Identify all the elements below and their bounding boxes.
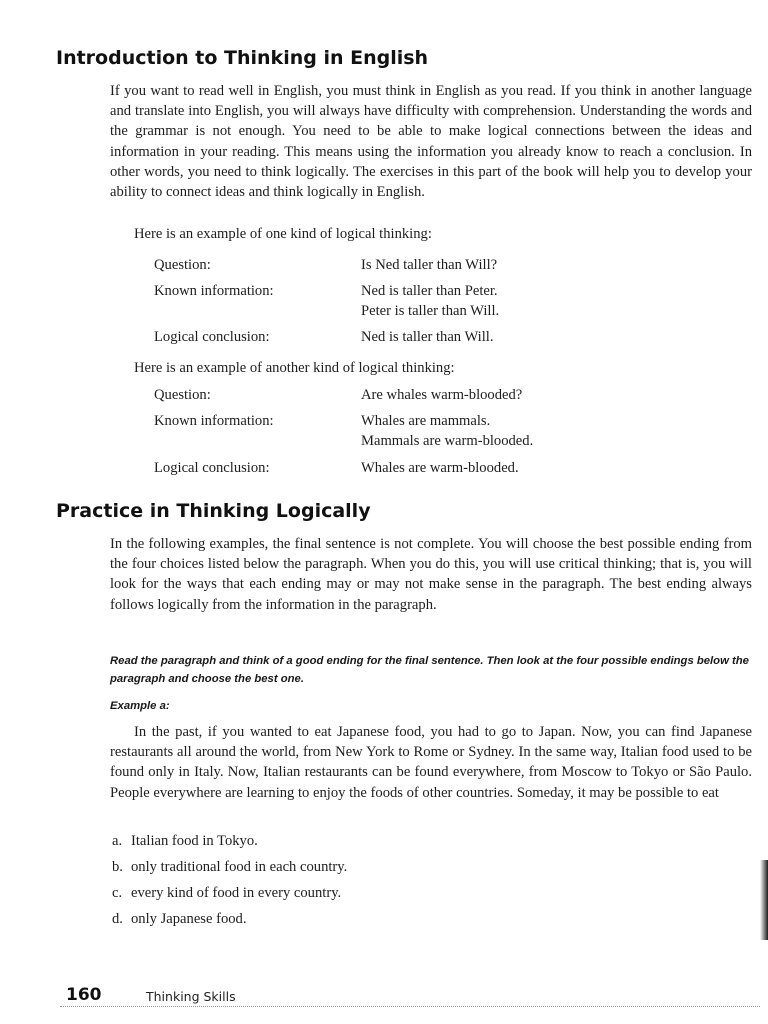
question-text: Are whales warm-blooded?	[361, 387, 523, 403]
choice-letter: c.	[112, 885, 123, 901]
known-information-1: Ned is taller than Peter.	[361, 283, 498, 299]
choice-letter: b.	[112, 859, 123, 875]
example-label: Example a:	[110, 700, 170, 712]
logical-conclusion-label: Logical conclusion:	[154, 329, 270, 345]
known-information-2: Mammals are warm-blooded.	[361, 433, 534, 449]
footer-book-section: Thinking Skills	[146, 989, 236, 1004]
question-text: Is Ned taller than Will?	[361, 257, 498, 273]
example1-intro: Here is an example of one kind of logical thinking:	[134, 226, 432, 242]
choice-a	[112, 831, 258, 851]
choice-text: Italian food in Tokyo.	[131, 833, 258, 849]
question-label: Question:	[154, 387, 211, 403]
example-paragraph: In the past, if you wanted to eat Japanese food, you had to go to Japan. Now, you can find Japanese restaurants all around the world, from New York to Rome or Sydney. In the same way, Italian food used to be found only in Italy. Now, Italian restaurants can be found everywhere, from Moscow to Tokyo or São Paulo. People everywhere are learning to enjoy the foods of other countries. Someday, it may be possible to eat	[110, 724, 752, 801]
logical-conclusion-label: Logical conclusion:	[154, 460, 270, 476]
footer-divider	[60, 1006, 760, 1007]
choice-letter: d.	[112, 911, 123, 927]
choice-letter: a.	[112, 833, 123, 849]
practice-paragraph: In the following examples, the final sentence is not complete. You will choose the best possible ending from the four choices listed below the paragraph. When you do this, you will use critical thinking; that is, you will look for the ways that each ending may or may not make sense in the paragraph. The best ending always follows logically from the information in the paragraph.	[110, 536, 752, 613]
intro-paragraph: If you want to read well in English, you must think in English as you read. If you think in another language and translate into English, you will always have difficulty with comprehension. Understanding the words and the grammar is not enough. You need to be able to make logical connections between the ideas and information in your reading. This means using the information you already know to reach a conclusion. In other words, you need to think logically. The exercises in this part of the book will help you to develop your ability to connect ideas and think logically in English.	[110, 83, 752, 201]
choice-text: only Japanese food.	[131, 911, 247, 927]
instruction-text: Read the paragraph and think of a good ending for the final sentence. Then look at the four possible endings below the paragraph and choose the best one.	[110, 655, 749, 685]
choice-d	[112, 909, 247, 929]
choice-c	[112, 883, 341, 903]
scan-edge-shadow	[760, 860, 768, 940]
section-heading-practice: Practice in Thinking Logically	[56, 500, 371, 522]
known-information-2: Peter is taller than Will.	[361, 303, 500, 319]
page-number: 160	[66, 985, 102, 1005]
example2-intro: Here is an example of another kind of logical thinking:	[134, 360, 455, 376]
known-information-label: Known information:	[154, 283, 274, 299]
logical-conclusion-text: Ned is taller than Will.	[361, 329, 494, 345]
choice-b	[112, 857, 347, 877]
known-information-label: Known information:	[154, 413, 274, 429]
logical-conclusion-text: Whales are warm-blooded.	[361, 460, 519, 476]
choice-text: every kind of food in every country.	[131, 885, 342, 901]
question-label: Question:	[154, 257, 211, 273]
choice-text: only traditional food in each country.	[131, 859, 348, 875]
section-heading-introduction: Introduction to Thinking in English	[56, 47, 429, 69]
known-information-1: Whales are mammals.	[361, 413, 491, 429]
